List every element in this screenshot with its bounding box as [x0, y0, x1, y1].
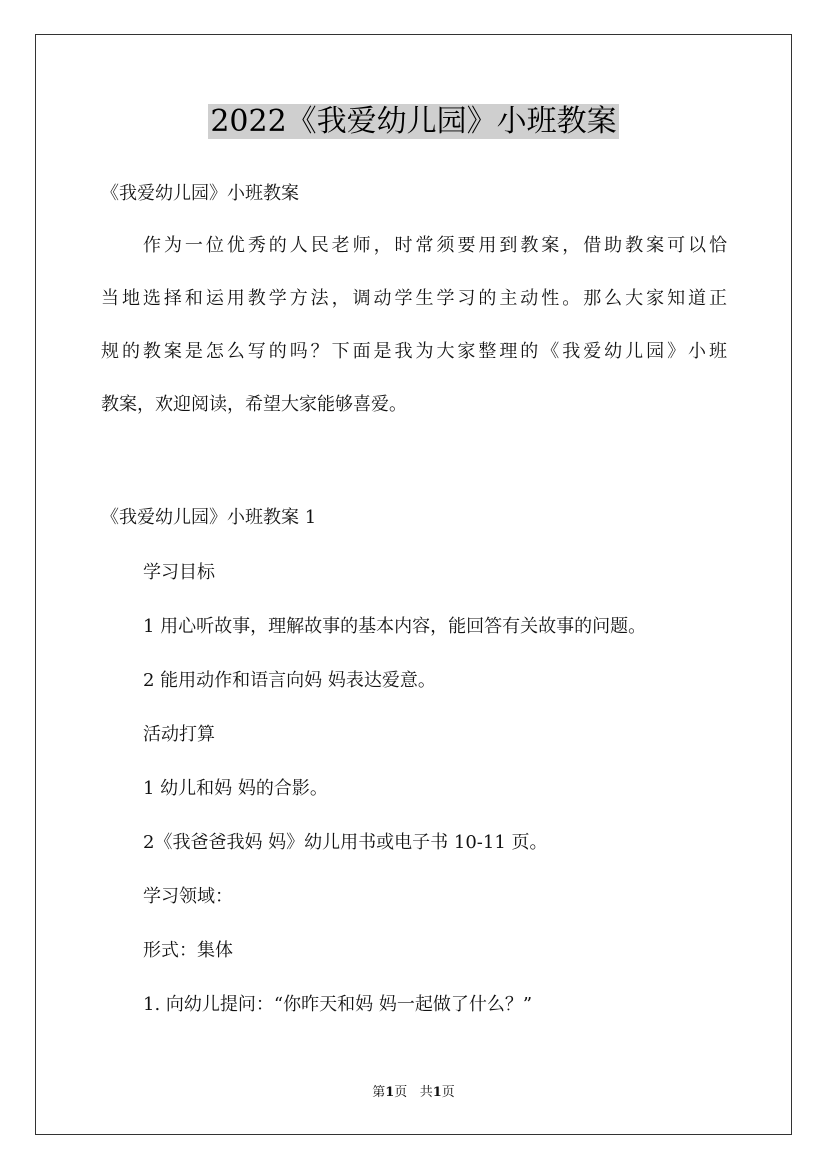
intro-line: 规的教案是怎么写的吗？下面是我为大家整理的《我爱幼儿园》小班 [101, 341, 727, 362]
footer-suffix: 页 [441, 1085, 455, 1100]
list-item: 形式：集体 [143, 940, 233, 961]
list-item: 学习目标 [143, 562, 215, 583]
document-title: 2022《我爱幼儿园》小班教案 [210, 104, 617, 139]
intro-paragraph [101, 234, 727, 446]
list-item: 1 用心听故事，理解故事的基本内容，能回答有关故事的问题。 [143, 616, 647, 637]
footer-page-total: 1 [432, 1085, 442, 1100]
list-item: 学习领域： [143, 886, 233, 907]
page-footer [0, 1085, 827, 1101]
list-item: 活动打算 [143, 724, 215, 745]
footer-page-num: 1 [385, 1085, 395, 1100]
list-item: 1 幼儿和妈 妈的合影。 [143, 778, 328, 799]
subtitle: 《我爱幼儿园》小班教案 [101, 183, 299, 204]
list-item: 1. 向幼儿提问：“你昨天和妈 妈一起做了什么？” [143, 994, 533, 1015]
intro-line: 作为一位优秀的人民老师，时常须要用到教案，借助教案可以恰 [143, 235, 727, 256]
list-item: 2《我爸爸我妈 妈》幼儿用书或电子书 10-11 页。 [143, 832, 548, 853]
list-item: 2 能用动作和语言向妈 妈表达爱意。 [143, 670, 436, 691]
section-heading: 《我爱幼儿园》小班教案 1 [101, 507, 317, 528]
footer-mid: 页 共 [394, 1085, 433, 1100]
document-title-wrap [0, 103, 827, 141]
intro-line: 教案，欢迎阅读，希望大家能够喜爱。 [101, 394, 407, 415]
intro-line: 当地选择和运用教学方法，调动学生学习的主动性。那么大家知道正 [101, 288, 727, 309]
footer-prefix: 第 [372, 1085, 386, 1100]
